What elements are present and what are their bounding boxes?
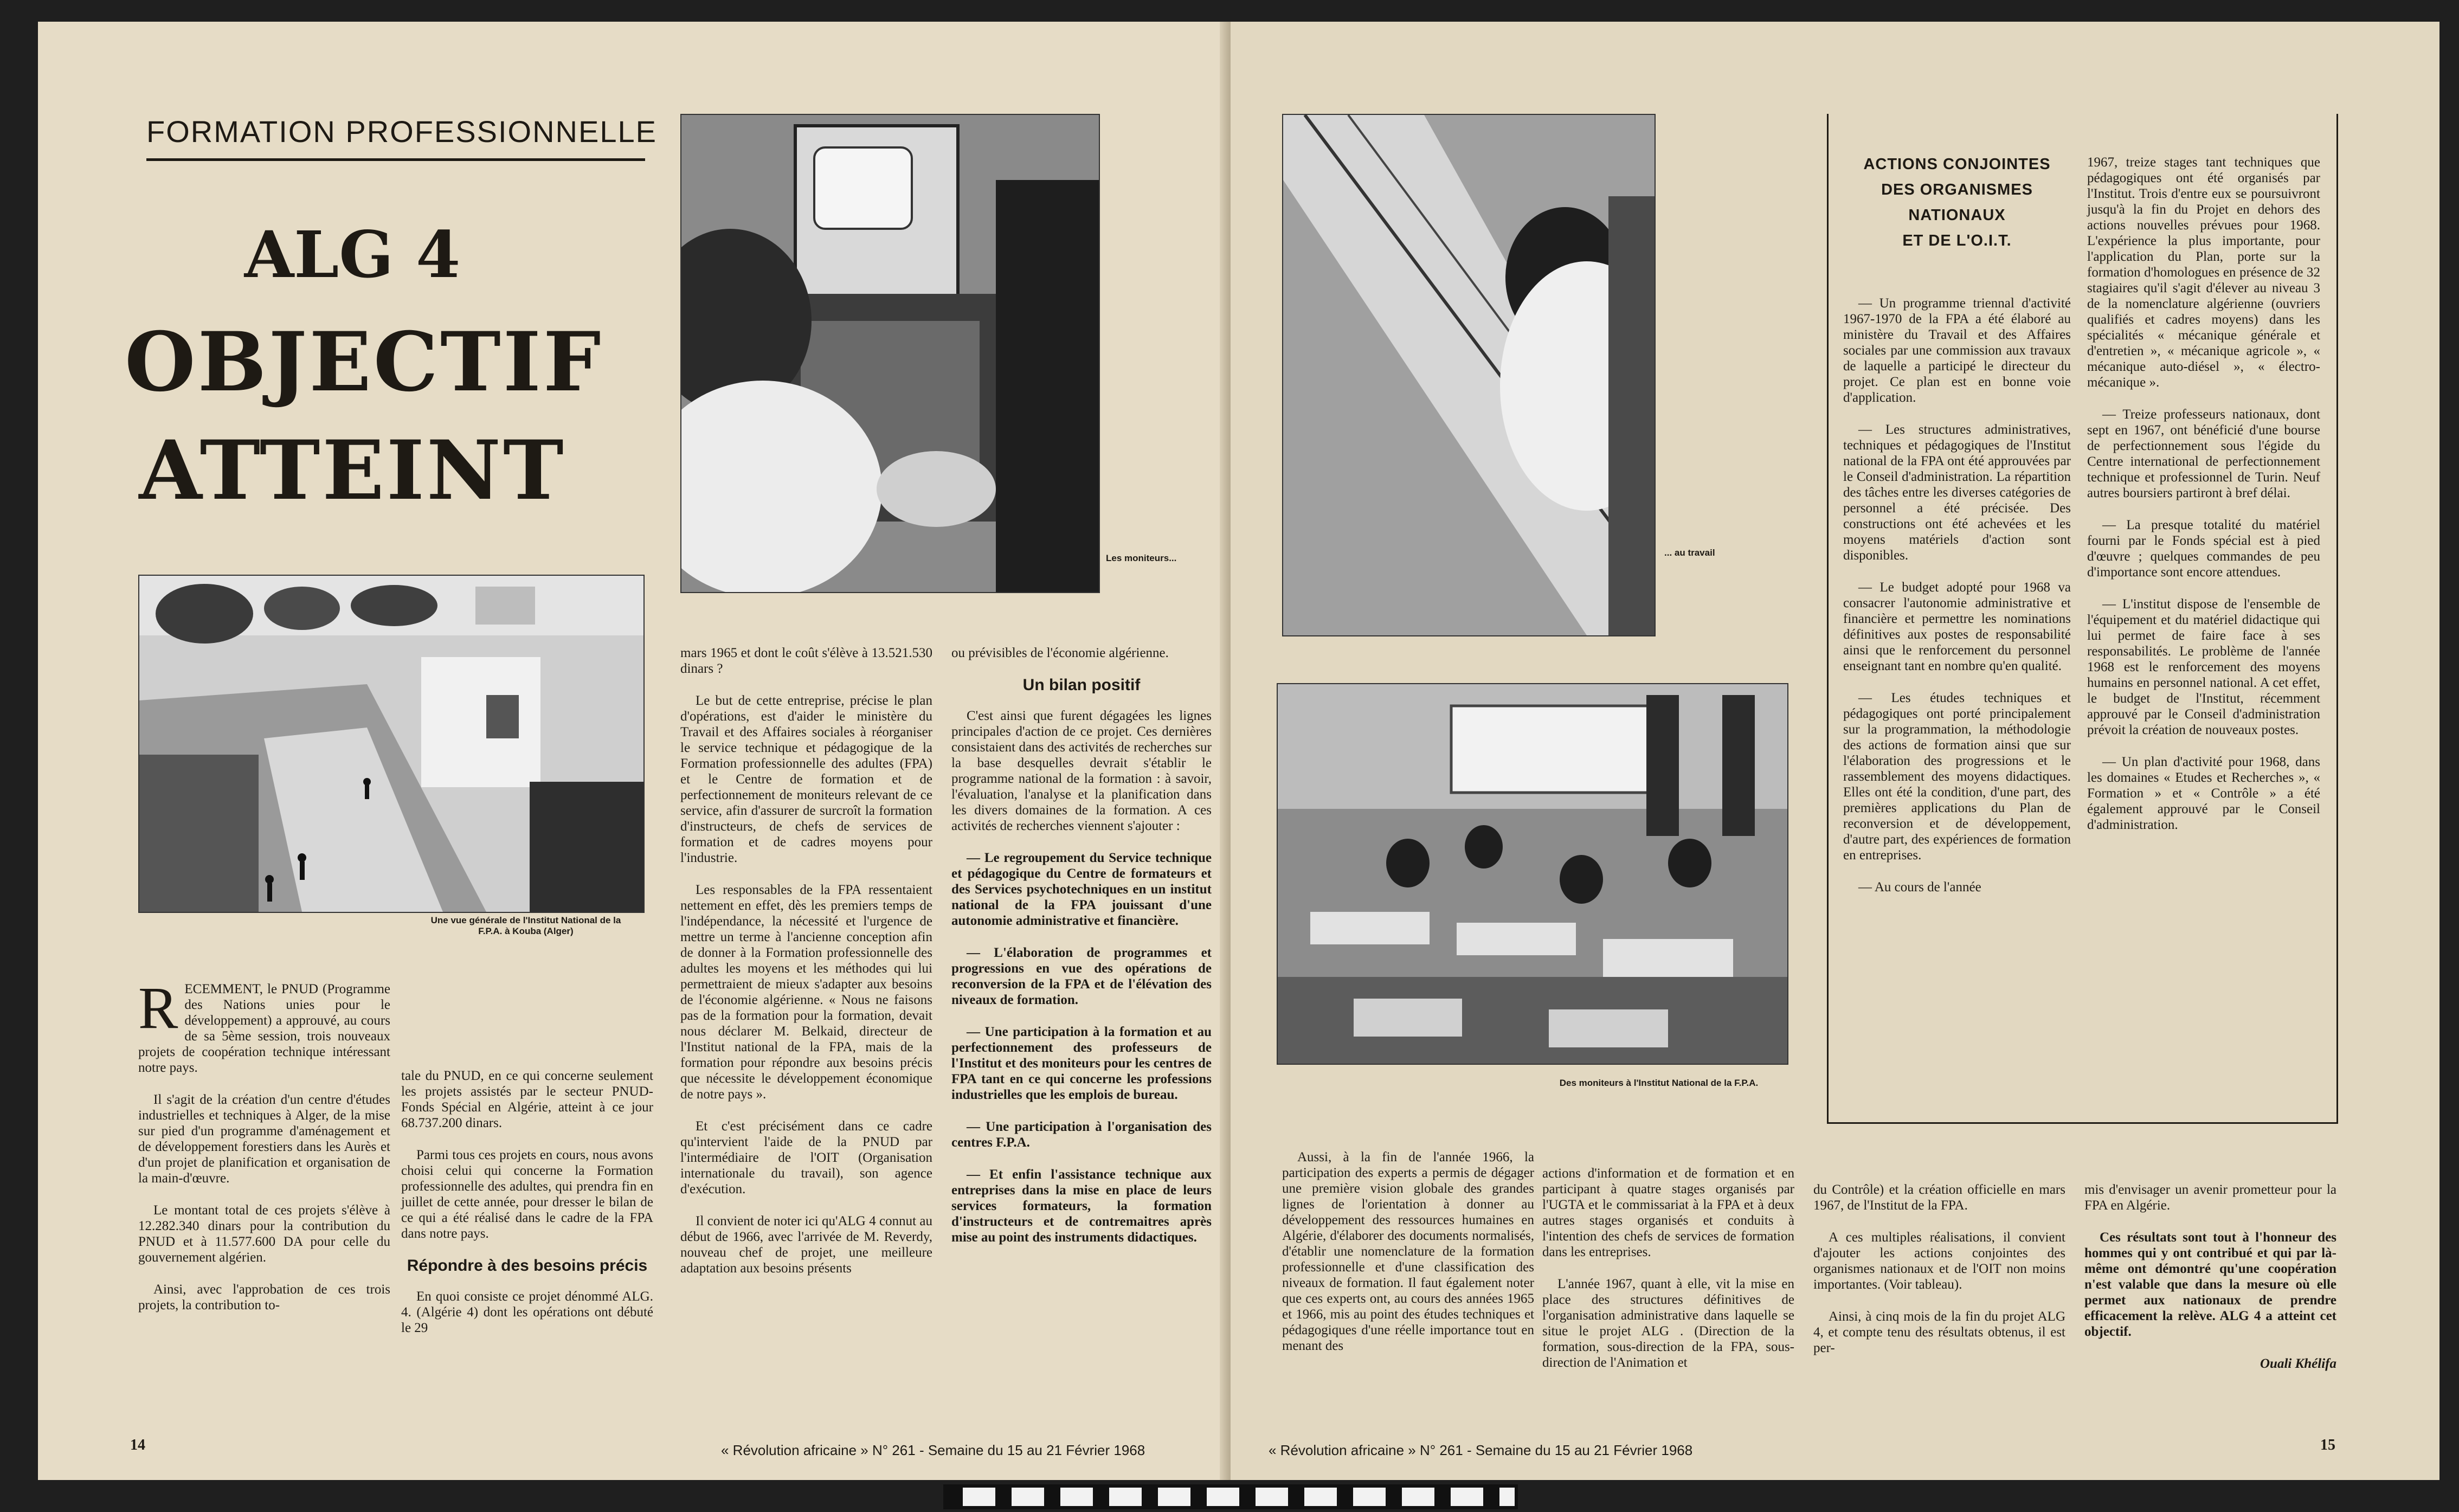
left-column-2	[401, 1068, 653, 1352]
list-item: — Une participation à la formation et au perfectionnement des professeurs de l'Institut et des moniteurs pour les centres de FPA tant en ce qui concerne les professions industrielles que les emplois de bureau.	[951, 1025, 1212, 1102]
sidebar-item: — Les structures administratives, techniques et pédagogiques de l'Institut national de la FPA ont été approuvées par le Conseil d'administration. La répartition des tâches entre les diverses catégories de personnel a été précisée. Des constructions ont été achevées et les moyens matériels d'action sont disponibles.	[1843, 422, 2071, 563]
intro-paragraph: RECEMMENT, le PNUD (Programme des Nations unies pour le développement) a approuvé, au cours de sa 5ème session, trois nouveaux projets de coopération technique intéressant notre pays.	[138, 975, 390, 1075]
drop-cap: R	[138, 975, 178, 1041]
photo3-caption: ... au travail	[1664, 548, 1715, 558]
left-page	[38, 22, 1225, 1480]
section-rule	[146, 158, 645, 161]
sidebar-title-line: ET DE L'O.I.T.	[1902, 232, 2012, 249]
body-paragraph: L'année 1967, quant à elle, vit la mise en place des structures définitives de l'organisation administrative dans laquelle se situe le projet ALG . (Direction de la formation, sous-direction de la FPA, sous-direction de l'Animation et	[1542, 1277, 1794, 1370]
sidebar-item: — Treize professeurs nationaux, dont sept en 1967, ont bénéficié d'une bourse de perfectionnement sous l'égide du Centre international de perfectionnement technique et professionnel de Turin. Neuf autres boursiers partiront à bref délai.	[2087, 407, 2320, 500]
body-paragraph: Ainsi, à cinq mois de la fin du projet ALG 4, et compte tenu des résultats obtenus, il est per-	[1813, 1309, 2065, 1355]
headline-line-1: OBJECTIF	[125, 314, 603, 410]
body-paragraph: actions d'information et de formation et en participant à quatre stages organisés par l'UGTA et le commissariat à la FPA et à deux autres stages organisés et conduits à l'intention des chefs de services de formation dans les entreprises.	[1542, 1166, 1794, 1259]
photo1-caption: Une vue générale de l'Institut National de la F.P.A. à Kouba (Alger)	[430, 915, 621, 936]
archive-scale-ruler	[943, 1484, 1518, 1509]
body-paragraph: Les responsables de la FPA ressentaient nettement en effet, dès les premiers temps de l'indépendance, la nécessité et l'urgence de mettre un terme à l'ancienne conception afin de donner à la Formation professionnelle des adultes les moyens et les méthodes qui lui permettraient de mieux s'adapter aux besoins de l'économie algérienne. « Nous ne faisons pas de la formation pour la formation, devait nous déclarer M. Belkaid, directeur de l'Institut national de la FPA, mais de la formation pour répondre aux besoins précis que nécessite le développement économique de notre pays ».	[680, 883, 932, 1102]
sidebar-title	[1843, 152, 2071, 254]
list-item: — Une participation à l'organisation des centres F.P.A.	[951, 1119, 1212, 1150]
body-paragraph: Le but de cette entreprise, précise le plan d'opérations, est d'aider le ministère du Travail et des Affaires sociales à réorganiser le service technique et pédagogique de la Formation professionnelle des adultes (FPA) et le Centre de formation et de perfectionnement de moniteurs relevant de ce service, afin d'assurer de surcroît la formation d'instructeurs, de chefs de services de formation et de cadres moyens pour l'industrie.	[680, 693, 932, 865]
sidebar-column-2	[2087, 155, 2320, 849]
sidebar-column-1	[1843, 295, 2071, 911]
body-paragraph: Ces résultats sont tout à l'honneur des hommes qui y ont contribué et qui par là-même ont démontré qu'une coopération n'est valable que dans la mesure où elle permet aux nationaux de prendre efficacement la relève. ALG 4 a atteint cet objectif.	[2084, 1230, 2336, 1339]
list-item: — L'élaboration de programmes et progressions en vue des opérations de reconversion de la FPA et de l'élévation des niveaux de formation.	[951, 945, 1212, 1007]
section-title: FORMATION PROFESSIONNELLE	[146, 114, 657, 149]
right-column-2	[1542, 1166, 1794, 1387]
photo-institute-building	[138, 575, 645, 913]
body-paragraph: En quoi consiste ce projet dénommé ALG. 4. (Algérie 4) dont les opérations ont débuté le 29	[401, 1289, 653, 1335]
photo2-caption: Les moniteurs...	[1106, 553, 1177, 563]
body-paragraph: Il s'agit de la création d'un centre d'études industrielles et techniques à Alger, de la mise sur pied d'un programme d'aménagement et de développement forestiers dans les Aurès et d'un projet de planification et organisation de la main-d'œuvre.	[138, 1092, 390, 1186]
left-column-4	[951, 645, 1212, 1262]
sidebar-item: — Un plan d'activité pour 1968, dans les domaines « Etudes et Recherches », « Formation » et « Contrôle » a été également approuvé par le Conseil d'administration.	[2087, 755, 2320, 832]
photo-classroom	[1277, 683, 1788, 1065]
author-signature: Ouali Khélifa	[2260, 1356, 2336, 1371]
headline-line-2: ATTEINT	[139, 423, 566, 518]
footer-left: « Révolution africaine » N° 261 - Semaine du 15 au 21 Février 1968	[721, 1442, 1145, 1458]
page-number-left: 14	[130, 1437, 145, 1453]
sidebar-title-line: DES ORGANISMES	[1881, 181, 2033, 198]
sidebar-right-rule	[2336, 114, 2338, 1124]
sidebar-item: — La presque totalité du matériel fourni par le Fonds spécial est à pied d'œuvre ; quelques commandes de peu d'importance sont encore attendues.	[2087, 518, 2320, 580]
body-paragraph: du Contrôle) et la création officielle en mars 1967, de l'Institut de la FPA.	[1813, 1182, 2065, 1213]
body-paragraph: A ces multiples réalisations, il convient d'ajouter les actions conjointes des organismes nationaux et de l'OIT non moins importantes. (Voir tableau).	[1813, 1230, 2065, 1292]
sidebar-item: — Au cours de l'année	[1858, 880, 1981, 895]
body-paragraph: mis d'envisager un avenir prometteur pour la FPA en Algérie.	[2084, 1182, 2336, 1213]
sidebar-item: — Les études techniques et pédagogiques ont porté principalement sur la programmation, la méthodologie des actions de formation ainsi que sur l'élaboration des progressions et le rassemblement des moyens didactiques. Elles ont été la condition, d'une part, des premières applications du Plan de reconversion et de développement, d'autre part, des expériences de formation en entreprises.	[1843, 691, 2071, 863]
right-column-3	[1813, 1182, 2065, 1372]
right-column-1	[1282, 1149, 1534, 1370]
sidebar-title-line: ACTIONS CONJOINTES	[1863, 156, 2051, 173]
body-paragraph: Il convient de noter ici qu'ALG 4 connut au début de 1966, avec l'arrivée de M. Reverdy, nouveau chef de projet, une meilleure adaptation aux besoins présents	[680, 1214, 932, 1276]
body-paragraph: ou prévisibles de l'économie algérienne.	[951, 646, 1169, 660]
footer-right: « Révolution africaine » N° 261 - Semaine du 15 au 21 Février 1968	[1269, 1442, 1693, 1458]
sidebar-title-line: NATIONAUX	[1908, 207, 2006, 224]
body-paragraph: Aussi, à la fin de l'année 1966, la participation des experts a permis de dégager une première vision globale des grandes lignes de l'orientation à donner au développement des ressources humaines en Algérie, d'élaborer des documents normalisés, d'établir une nomenclature de la formation professionnelle et d'une classification des niveaux de formation. Il faut également noter que ces experts ont, au cours des années 1965 et 1966, mis au point des études techniques et pédagogiques d'une réelle importance tout en menant des	[1282, 1150, 1534, 1353]
right-column-4	[2084, 1182, 2336, 1372]
body-paragraph: Ainsi, avec l'approbation de ces trois projets, la contribution to-	[138, 1282, 390, 1312]
body-paragraph: Et c'est précisément dans ce cadre qu'intervient l'aide de la PNUD par l'intermédiaire de l'OIT (Organisation internationale du travail), son agence d'exécution.	[680, 1119, 932, 1196]
list-item: — Le regroupement du Service technique et pédagogique du Centre de formateurs et des Services psychotechniques en un institut national de la FPA jouissant d'une autonomie administrative et financière.	[951, 851, 1212, 928]
body-paragraph: Le montant total de ces projets s'élève à 12.282.340 dinars pour la contribution du PNUD et à 11.577.600 DA pour celle du gouvernement algérien.	[138, 1203, 390, 1265]
page-number-right: 15	[2320, 1437, 2335, 1453]
list-item: — Et enfin l'assistance technique aux entreprises dans la mise en place de leurs services formateurs, la formation d'instructeurs et de contremaitres après mise au point des instruments didactiques.	[951, 1167, 1212, 1245]
sidebar-item: — L'institut dispose de l'ensemble de l'équipement et du matériel didactique qui lui permet de faire face à ses responsabilités. Le problème de l'année 1968 est le renforcement des moyens humains en personnel national. A cet effet, le budget de l'Institut, récemment approuvé par le Conseil d'administration prévoit la création de nouveaux postes.	[2087, 597, 2320, 737]
photo-au-travail	[1282, 114, 1656, 636]
right-page	[1231, 22, 2439, 1480]
photo-moniteurs	[680, 114, 1100, 593]
body-paragraph: tale du PNUD, en ce qui concerne seulement les projets assistés par le secteur PNUD-Fonds Spécial en Algérie, atteint à ce jour 68.737.200 dinars.	[401, 1069, 653, 1130]
body-paragraph: mars 1965 et dont le coût s'élève à 13.521.530 dinars ?	[680, 646, 932, 676]
body-paragraph: C'est ainsi que furent dégagées les lignes principales d'action de ce projet. Ces dernières consistaient dans des activités de recherches sur la base desquelles devrait s'établir le programme national de la formation : à savoir, l'évaluation, l'analyse et la planification dans les divers domaines de la formation. A ces activités de recherches viennent s'ajouter :	[951, 709, 1212, 833]
photo4-caption: Des moniteurs à l'Institut National de la F.P.A.	[1559, 1078, 1759, 1088]
subheading-besoins: Répondre à des besoins précis	[407, 1257, 648, 1275]
body-paragraph: Parmi tous ces projets en cours, nous avons choisi celui qui concerne la Formation professionnelle des adultes, qui prendra fin en juillet de cette année, pour dresser le bilan de ce qui a été réalisé dans le cadre de la FPA dans notre pays.	[401, 1148, 653, 1241]
subheading-bilan: Un bilan positif	[1022, 676, 1141, 694]
code-title: ALG 4	[244, 217, 461, 292]
left-column-1	[138, 975, 390, 1329]
sidebar-item: — Le budget adopté pour 1968 va consacrer l'autonomie administrative et financière et permettre les nominations définitives aux postes de responsabilité ainsi que le renforcement du personnel enseignant tant en nombre qu'en qualité.	[1843, 580, 2071, 673]
sidebar-item: — Un programme triennal d'activité 1967-1970 de la FPA a été élaboré au ministère du Travail et des Affaires sociales par une commission aux travaux de laquelle a participé le directeur du projet. Ce plan est en bonne voie d'application.	[1843, 296, 2071, 405]
left-column-3	[680, 645, 932, 1292]
sidebar-item: 1967, treize stages tant techniques que pédagogiques ont été organisés par l'Institut. Trois d'entre eux se poursuivront jusqu'à la fin du Projet en dehors des actions nouvelles prévues pour 1968. L'expérience la plus importante, pour l'application du Plan, porte sur la formation d'homologues en présence de 32 stagiaires qu'il s'agit d'élever au niveau 3 de la nomenclature algérienne (ouvriers qualifiés et cadres moyens) dans les spécialités « mécanique générale et d'entretien », « mécanique agricole », « mécanique auto-diésel », « électro-mécanique ».	[2087, 155, 2320, 390]
